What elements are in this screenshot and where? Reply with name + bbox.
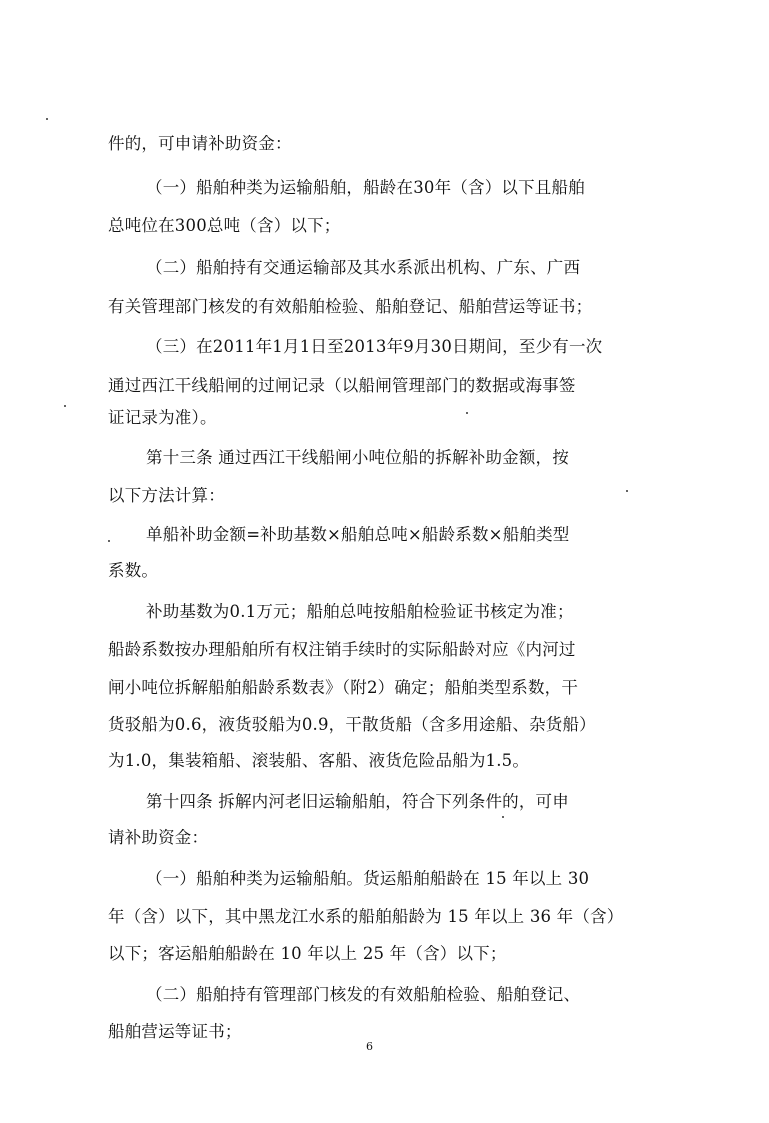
text-line: 补助基数为0.1万元；船舶总吨按船舶检验证书核定为准； bbox=[146, 602, 574, 621]
text-line: （二）船舶持有交通运输部及其水系派出机构、广东、广西 bbox=[146, 258, 581, 277]
text-line: 通过西江干线船闸的过闸记录（以船闸管理部门的数据或海事签 bbox=[108, 376, 576, 395]
text-line: 单船补助金额=补助基数×船舶总吨×船龄系数×船舶类型 bbox=[146, 525, 570, 544]
text-line: （三）在2011年1月1日至2013年9月30日期间，至少有一次 bbox=[146, 337, 603, 356]
text-line: 第十四条 拆解内河老旧运输船舶，符合下列条件的，可申 bbox=[146, 792, 569, 811]
text-line: 系数。 bbox=[108, 561, 159, 580]
text-line: 船龄系数按办理船舶所有权注销手续时的实际船龄对应《内河过 bbox=[108, 640, 576, 659]
text-line: 总吨位在300总吨（含）以下； bbox=[108, 216, 341, 235]
scan-speck bbox=[108, 540, 110, 542]
text-line: 第十三条 通过西江干线船闸小吨位船的拆解补助金额，按 bbox=[146, 448, 569, 467]
text-line: 年（含）以下，其中黑龙江水系的船舶船龄为 15 年以上 36 年（含） bbox=[108, 907, 624, 926]
scan-speck bbox=[64, 405, 66, 407]
scan-speck bbox=[466, 412, 468, 414]
text-line: 证记录为准）。 bbox=[108, 408, 217, 427]
page-number: 6 bbox=[366, 1040, 373, 1053]
text-line: 船舶营运等证书； bbox=[108, 1022, 242, 1041]
text-line: 闸小吨位拆解船舶船龄系数表》（附2）确定；船舶类型系数，干 bbox=[108, 678, 579, 697]
text-line: 有关管理部门核发的有效船舶检验、船舶登记、船舶营运等证书； bbox=[108, 297, 593, 316]
text-line: 请补助资金： bbox=[108, 828, 209, 847]
text-line: （二）船舶持有管理部门核发的有效船舶检验、船舶登记、 bbox=[146, 985, 581, 1004]
text-line: 货驳船为0.6，液货驳船为0.9，干散货船（含多用途船、杂货船） bbox=[108, 715, 596, 734]
text-line: 为1.0，集装箱船、滚装船、客船、液货危险品船为1.5。 bbox=[108, 751, 530, 770]
text-line: 以下方法计算： bbox=[108, 486, 225, 505]
text-line: （一）船舶种类为运输船舶。货运船舶船龄在 15 年以上 30 bbox=[146, 869, 590, 888]
scan-speck bbox=[46, 118, 48, 120]
scan-speck bbox=[626, 490, 628, 492]
text-line: 件的，可申请补助资金： bbox=[108, 134, 292, 153]
text-line: 以下；客运船舶船龄在 10 年以上 25 年（含）以下； bbox=[108, 944, 507, 963]
scan-speck bbox=[502, 816, 504, 818]
text-line: （一）船舶种类为运输船舶，船龄在30年（含）以下且船舶 bbox=[146, 178, 585, 197]
